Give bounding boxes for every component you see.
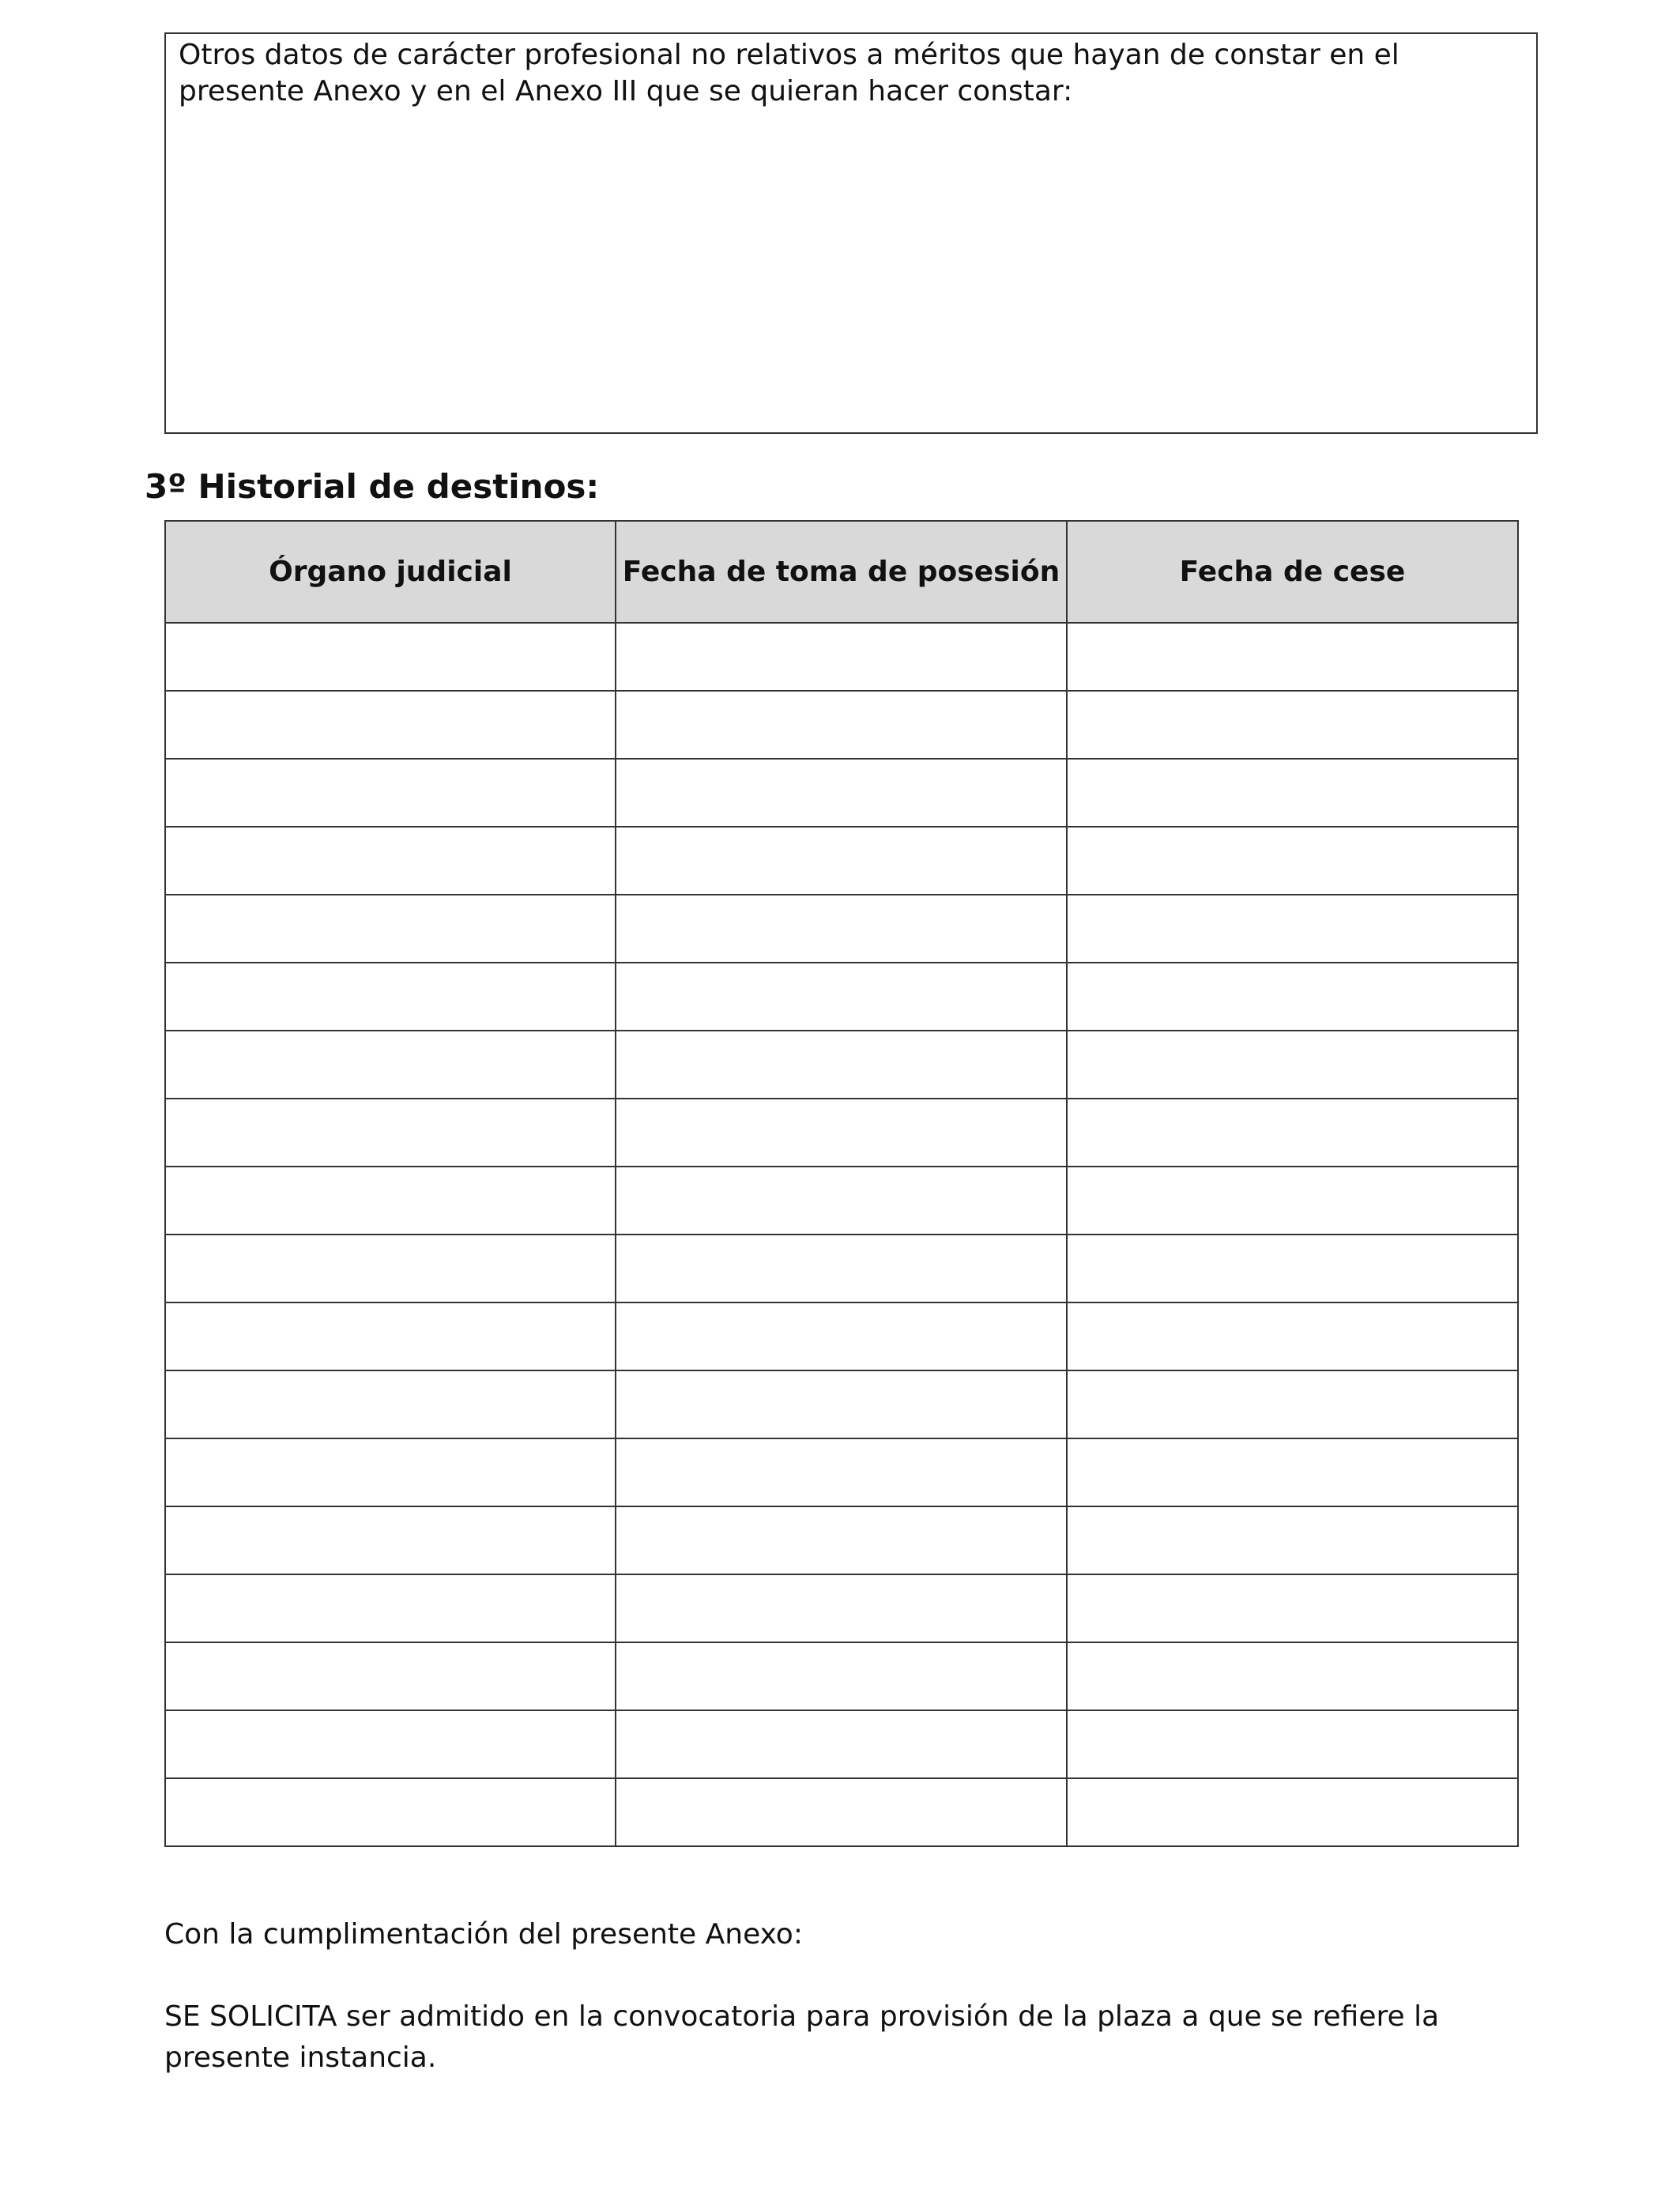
cell-fecha-cese[interactable] xyxy=(1067,1778,1518,1846)
table-header-row xyxy=(165,521,1518,623)
cell-fecha-toma-posesion[interactable] xyxy=(616,1574,1067,1642)
history-table-body xyxy=(165,623,1518,1846)
cell-fecha-cese[interactable] xyxy=(1067,895,1518,963)
cell-organo-judicial[interactable] xyxy=(165,1438,616,1506)
cell-fecha-toma-posesion[interactable] xyxy=(616,1302,1067,1370)
table-row xyxy=(165,759,1518,827)
table-row xyxy=(165,963,1518,1031)
cell-fecha-toma-posesion[interactable] xyxy=(616,1710,1067,1778)
cell-fecha-cese[interactable] xyxy=(1067,623,1518,691)
table-row xyxy=(165,1574,1518,1642)
table-row xyxy=(165,895,1518,963)
other-data-box[interactable] xyxy=(164,32,1538,434)
history-table xyxy=(164,520,1519,1847)
cell-organo-judicial[interactable] xyxy=(165,1235,616,1302)
cell-fecha-cese[interactable] xyxy=(1067,1099,1518,1167)
table-row xyxy=(165,1438,1518,1506)
cell-fecha-toma-posesion[interactable] xyxy=(616,1099,1067,1167)
table-row xyxy=(165,827,1518,895)
cell-fecha-cese[interactable] xyxy=(1067,963,1518,1031)
cell-fecha-cese[interactable] xyxy=(1067,691,1518,759)
cell-organo-judicial[interactable] xyxy=(165,963,616,1031)
cell-fecha-cese[interactable] xyxy=(1067,1710,1518,1778)
cell-organo-judicial[interactable] xyxy=(165,1302,616,1370)
cell-fecha-toma-posesion[interactable] xyxy=(616,623,1067,691)
cell-fecha-toma-posesion[interactable] xyxy=(616,1642,1067,1710)
cell-fecha-toma-posesion[interactable] xyxy=(616,1235,1067,1302)
cell-organo-judicial[interactable] xyxy=(165,759,616,827)
cell-fecha-toma-posesion[interactable] xyxy=(616,963,1067,1031)
cell-fecha-toma-posesion[interactable] xyxy=(616,1778,1067,1846)
cell-fecha-cese[interactable] xyxy=(1067,1642,1518,1710)
table-row xyxy=(165,1302,1518,1370)
cell-fecha-cese[interactable] xyxy=(1067,1031,1518,1099)
cell-organo-judicial[interactable] xyxy=(165,691,616,759)
cell-organo-judicial[interactable] xyxy=(165,1031,616,1099)
cell-fecha-cese[interactable] xyxy=(1067,827,1518,895)
table-row xyxy=(165,1370,1518,1438)
cell-organo-judicial[interactable] xyxy=(165,1506,616,1574)
cell-organo-judicial[interactable] xyxy=(165,1370,616,1438)
cell-fecha-cese[interactable] xyxy=(1067,1167,1518,1235)
cell-fecha-cese[interactable] xyxy=(1067,1235,1518,1302)
column-header-organo: Órgano judicial xyxy=(165,521,616,623)
cell-fecha-toma-posesion[interactable] xyxy=(616,1438,1067,1506)
cell-organo-judicial[interactable] xyxy=(165,1778,616,1846)
table-row xyxy=(165,1167,1518,1235)
section-heading-history: 3º Historial de destinos: xyxy=(145,467,600,506)
cell-fecha-toma-posesion[interactable] xyxy=(616,1167,1067,1235)
cell-organo-judicial[interactable] xyxy=(165,1574,616,1642)
column-header-fecha-cese: Fecha de cese xyxy=(1067,521,1518,623)
table-row xyxy=(165,1099,1518,1167)
table-row xyxy=(165,691,1518,759)
cell-fecha-cese[interactable] xyxy=(1067,1574,1518,1642)
other-data-label: Otros datos de carácter profesional no relativos a méritos que hayan de constar en el presente Anexo y en el Anexo III que se quieran hacer constar: xyxy=(179,39,1399,107)
cell-fecha-cese[interactable] xyxy=(1067,759,1518,827)
cell-organo-judicial[interactable] xyxy=(165,1099,616,1167)
closing-request: SE SOLICITA ser admitido en la convocatoria para provisión de la plaza a que se refiere la presente instancia. xyxy=(164,2000,1440,2074)
cell-fecha-cese[interactable] xyxy=(1067,1438,1518,1506)
table-row xyxy=(165,623,1518,691)
table-row xyxy=(165,1506,1518,1574)
table-row xyxy=(165,1235,1518,1302)
cell-organo-judicial[interactable] xyxy=(165,1710,616,1778)
cell-fecha-toma-posesion[interactable] xyxy=(616,1031,1067,1099)
cell-fecha-cese[interactable] xyxy=(1067,1302,1518,1370)
column-header-fecha-toma: Fecha de toma de posesión xyxy=(616,521,1067,623)
cell-fecha-cese[interactable] xyxy=(1067,1370,1518,1438)
cell-fecha-toma-posesion[interactable] xyxy=(616,691,1067,759)
cell-organo-judicial[interactable] xyxy=(165,895,616,963)
cell-fecha-toma-posesion[interactable] xyxy=(616,895,1067,963)
table-row xyxy=(165,1710,1518,1778)
cell-organo-judicial[interactable] xyxy=(165,1167,616,1235)
cell-organo-judicial[interactable] xyxy=(165,623,616,691)
cell-organo-judicial[interactable] xyxy=(165,1642,616,1710)
cell-fecha-toma-posesion[interactable] xyxy=(616,759,1067,827)
closing-intro: Con la cumplimentación del presente Anexo: xyxy=(164,1918,803,1951)
table-row xyxy=(165,1778,1518,1846)
cell-organo-judicial[interactable] xyxy=(165,827,616,895)
cell-fecha-cese[interactable] xyxy=(1067,1506,1518,1574)
table-row xyxy=(165,1642,1518,1710)
table-row xyxy=(165,1031,1518,1099)
cell-fecha-toma-posesion[interactable] xyxy=(616,827,1067,895)
cell-fecha-toma-posesion[interactable] xyxy=(616,1506,1067,1574)
cell-fecha-toma-posesion[interactable] xyxy=(616,1370,1067,1438)
